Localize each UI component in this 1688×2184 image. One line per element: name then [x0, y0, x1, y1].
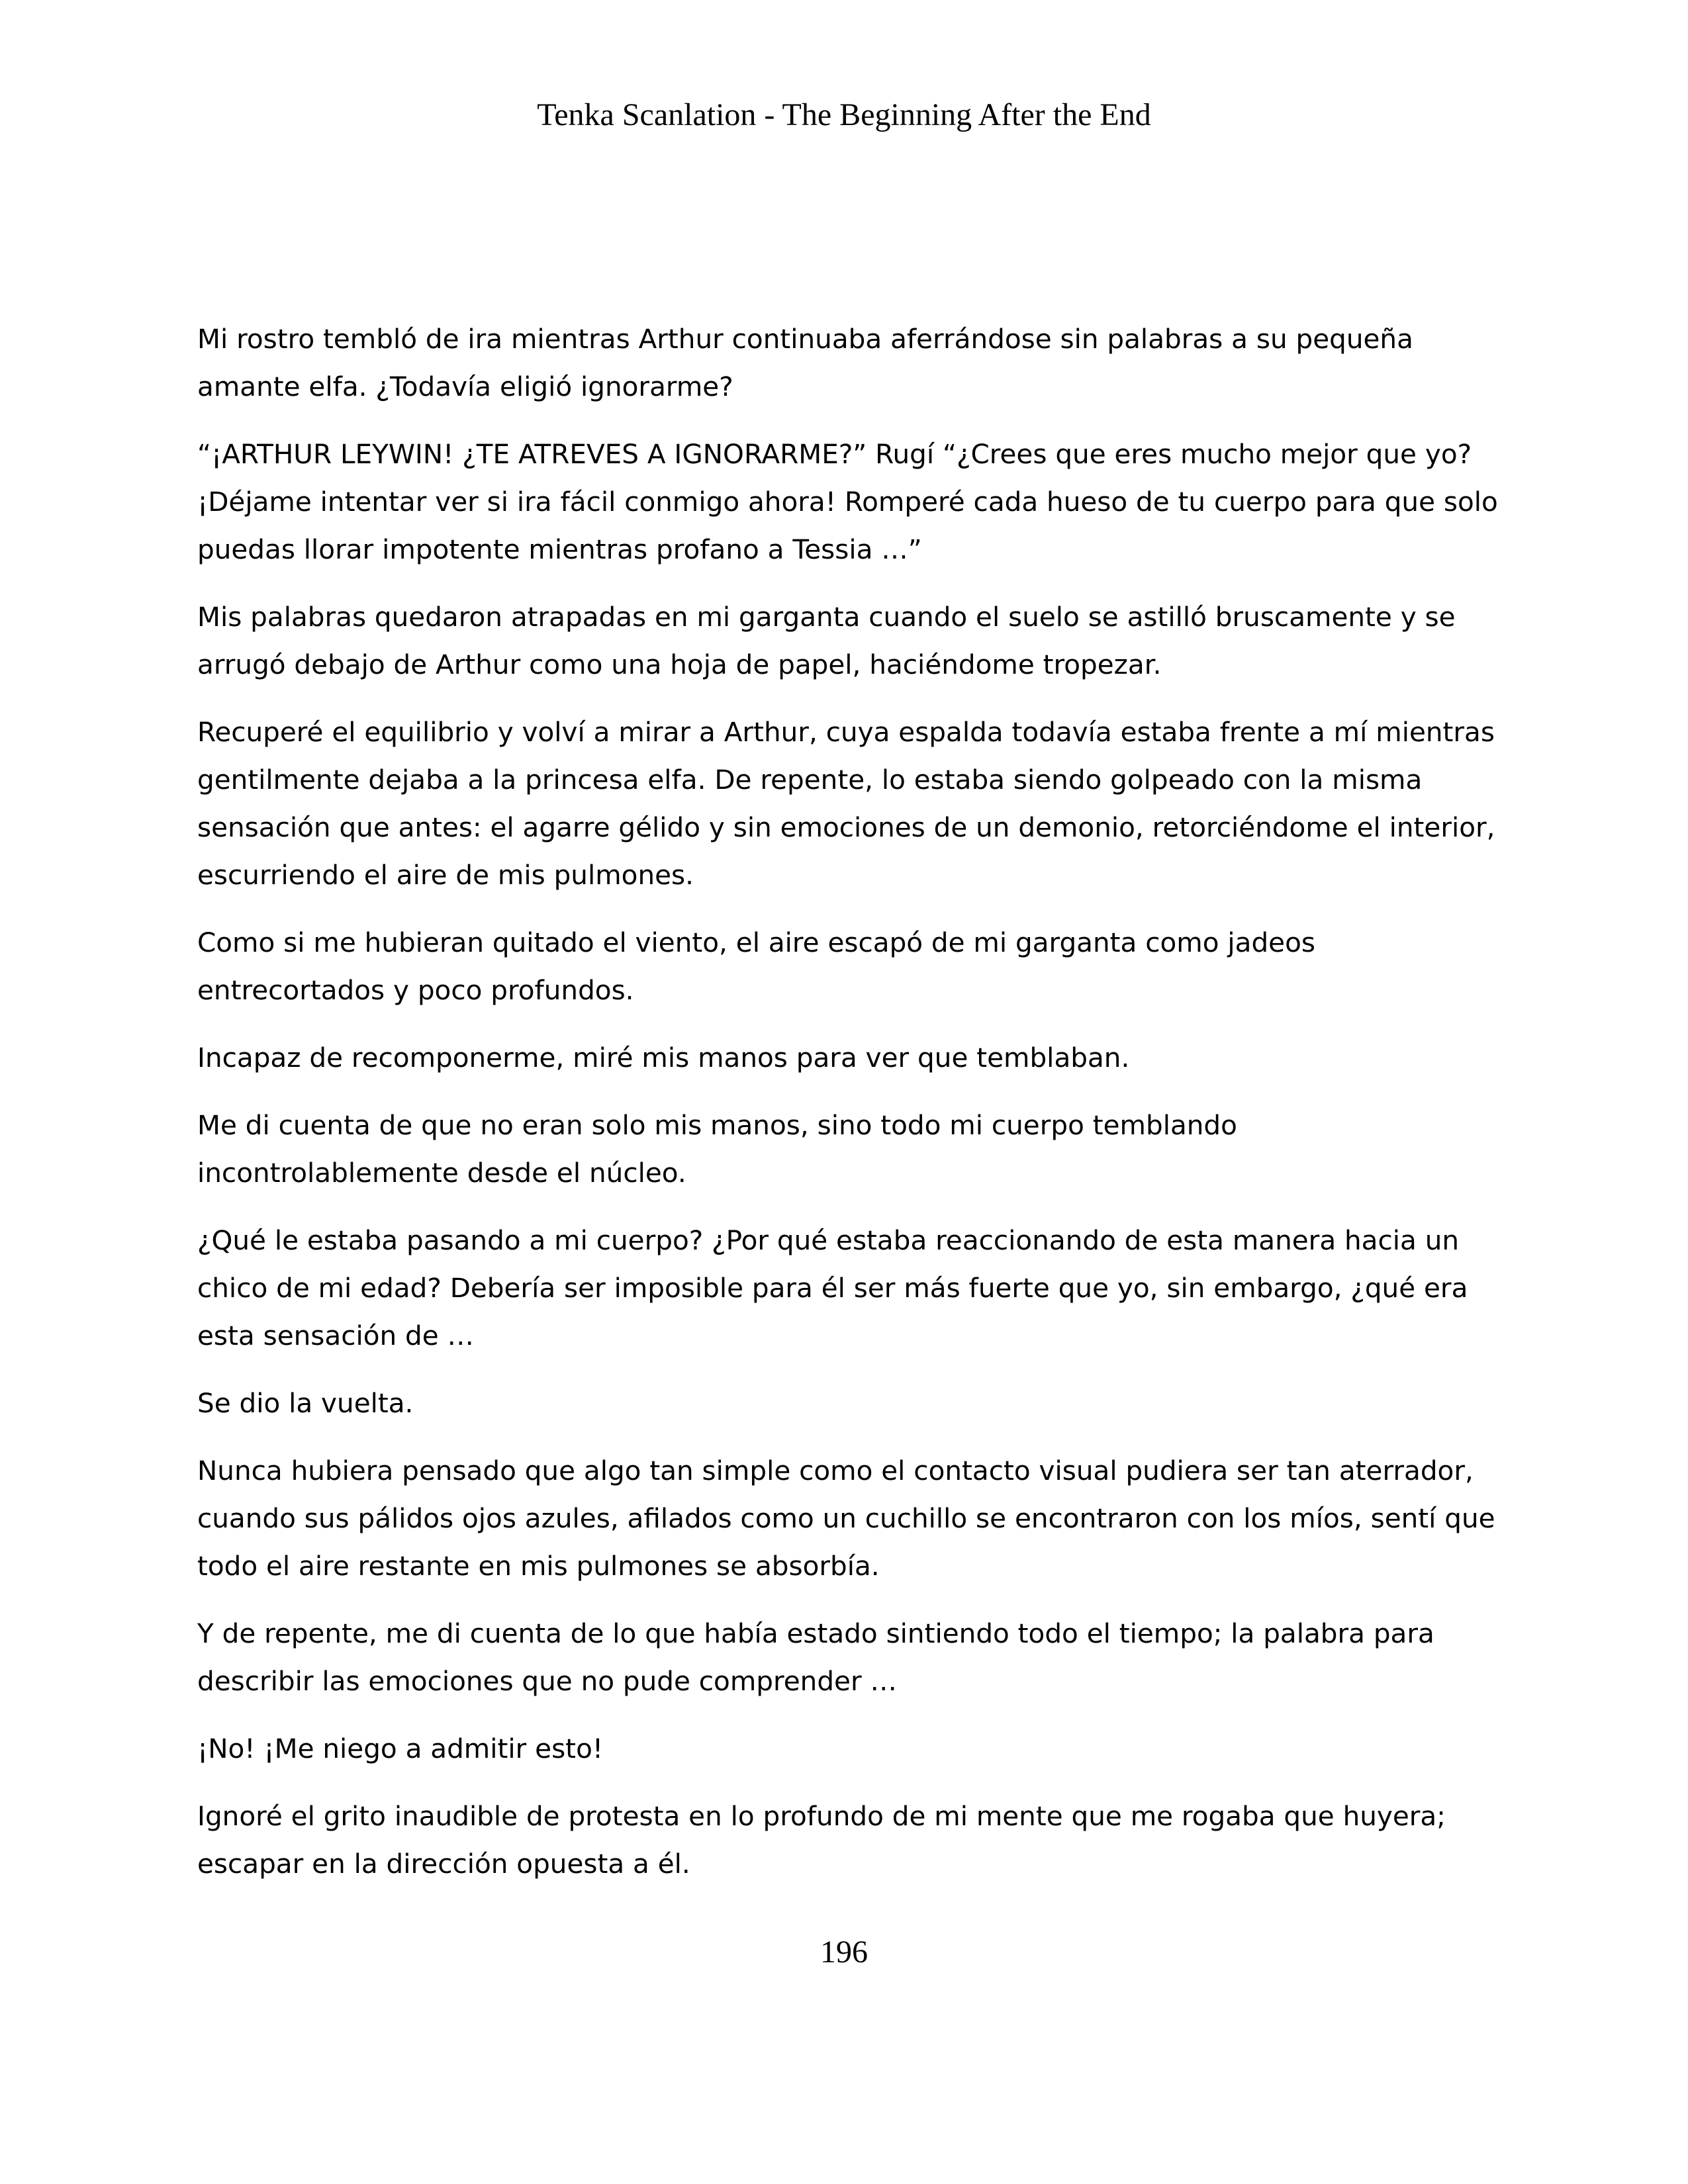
paragraph: Incapaz de recomponerme, miré mis manos para ver que temblaban.	[197, 1042, 1130, 1073]
paragraph: Mis palabras quedaron atrapadas en mi garganta cuando el suelo se astilló bruscamente y se arrugó debajo de Arthur como una hoja de papel, haciéndome tropezar.	[197, 601, 1456, 680]
paragraph: ¿Qué le estaba pasando a mi cuerpo? ¿Por qué estaba reaccionando de esta manera hacia un chico de mi edad? Debería ser imposible para él ser más fuerte que yo, sin embargo, ¿qué era esta sensación de …	[197, 1224, 1468, 1351]
paragraph: Ignoré el grito inaudible de protesta en lo profundo de mi mente que me rogaba que huyera; escapar en la dirección opuesta a él.	[197, 1800, 1446, 1880]
body-text	[197, 315, 1505, 1907]
paragraph: Mi rostro tembló de ira mientras Arthur continuaba aferrándose sin palabras a su pequeña amante elfa. ¿Todavía eligió ignorarme?	[197, 323, 1413, 402]
page-number: 196	[820, 1934, 868, 1970]
paragraph: Como si me hubieran quitado el viento, el aire escapó de mi garganta como jadeos entrecortados y poco profundos.	[197, 927, 1315, 1006]
paragraph: “¡ARTHUR LEYWIN! ¿TE ATREVES A IGNORARME?” Rugí “¿Crees que eres mucho mejor que yo? ¡Déjame intentar ver si ira fácil conmigo ahora! Romperé cada hueso de tu cuerpo para que solo puedas llorar impotente mientras profano a Tessia …”	[197, 438, 1498, 565]
paragraph: Me di cuenta de que no eran solo mis manos, sino todo mi cuerpo temblando incontrolablemente desde el núcleo.	[197, 1109, 1237, 1189]
paragraph: Nunca hubiera pensado que algo tan simple como el contacto visual pudiera ser tan aterrador, cuando sus pálidos ojos azules, afilados como un cuchillo se encontraron con los míos, sentí que todo el aire restante en mis pulmones se absorbía.	[197, 1455, 1495, 1582]
paragraph: Se dio la vuelta.	[197, 1387, 414, 1419]
paragraph: Recuperé el equilibrio y volví a mirar a Arthur, cuya espalda todavía estaba frente a mí mientras gentilmente dejaba a la princesa elfa. De repente, lo estaba siendo golpeado con la misma sensación que antes: el agarre gélido y sin emociones de un demonio, retorciéndome el interior, escurriendo el aire de mis pulmones.	[197, 716, 1495, 891]
paragraph: ¡No! ¡Me niego a admitir esto!	[197, 1733, 604, 1764]
page-header: Tenka Scanlation - The Beginning After the End	[537, 97, 1151, 132]
paragraph: Y de repente, me di cuenta de lo que había estado sintiendo todo el tiempo; la palabra para describir las emociones que no pude comprender …	[197, 1617, 1434, 1697]
